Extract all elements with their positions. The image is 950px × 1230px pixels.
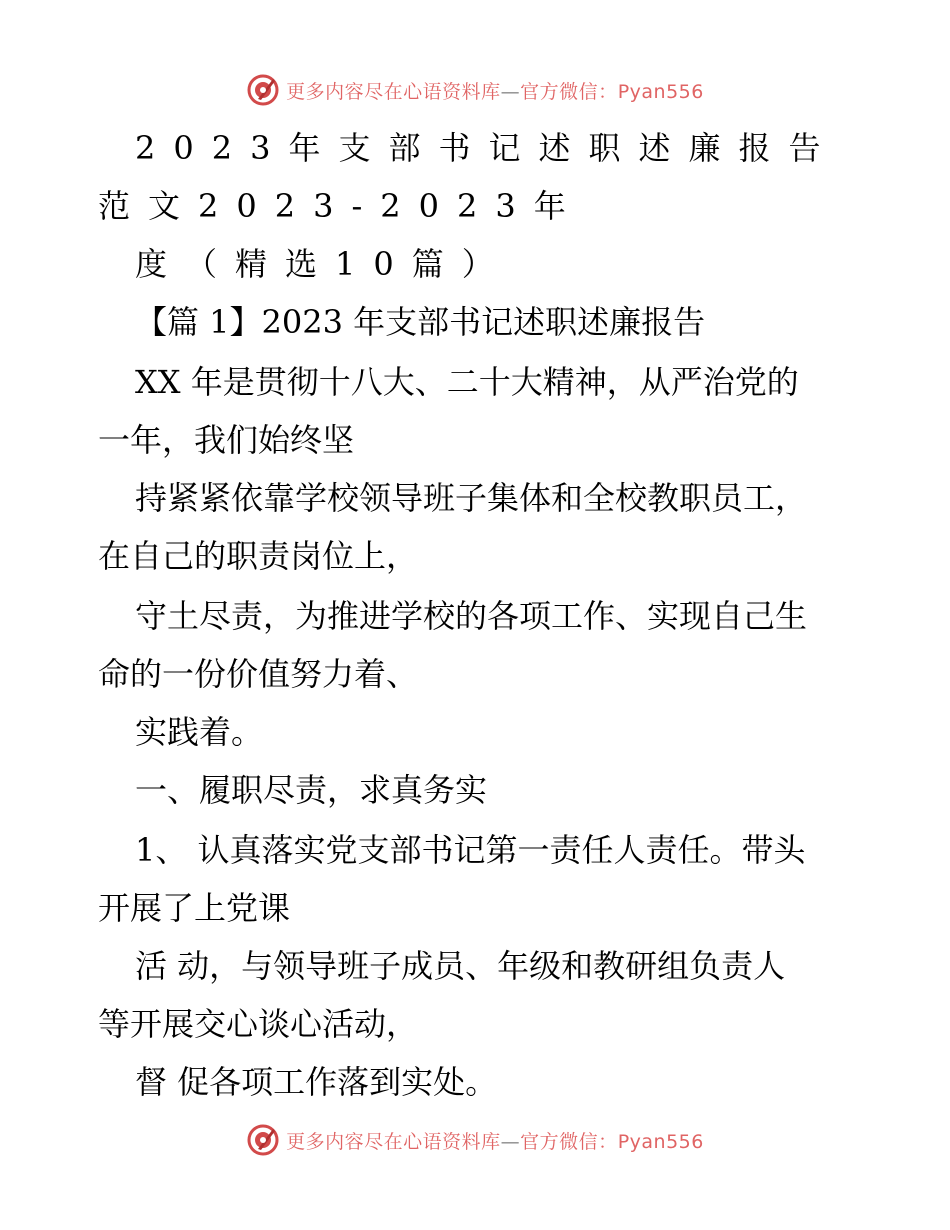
watermark-handle: Pyan556 — [617, 1130, 704, 1153]
paragraph-line: 在自己的职责岗位上， — [98, 537, 419, 575]
doc-title-line-1: 2023年支部书记述职述廉报告 — [135, 129, 839, 167]
paragraph-line: 等开展交心谈心活动， — [98, 1005, 419, 1043]
watermark-suffix: 官方微信： — [520, 80, 618, 103]
paragraph-line: 活 动，与领导班子成员、年级和教研组负责人 — [135, 947, 786, 985]
quill-seal-icon — [246, 1123, 280, 1157]
paragraph-line: 守土尽责，为推进学校的各项工作、实现自己生 — [135, 597, 808, 635]
paragraph-line: 开展了上党课 — [98, 889, 291, 927]
watermark-separator: — — [500, 1130, 521, 1153]
watermark-separator: — — [500, 80, 521, 103]
paragraph-line: 命的一份价值努力着、 — [98, 655, 419, 693]
footer-watermark — [0, 1120, 950, 1160]
watermark-suffix: 官方微信： — [520, 1130, 618, 1153]
watermark-brand: 更多内容尽在心语资料库 — [286, 80, 501, 103]
paragraph-line: XX 年是贯彻十八大、二十大精神，从严治党的 — [135, 363, 799, 401]
paragraph-line: 实践着。 — [135, 713, 264, 751]
paragraph-line: 督 促各项工作落到实处。 — [135, 1063, 498, 1101]
paragraph-line: 一年，我们始终坚 — [98, 421, 355, 459]
doc-title-line-3: 度（精选10篇） — [135, 245, 512, 283]
doc-title-line-2: 范文2023-2023年 — [98, 187, 584, 225]
paragraph-line: 持紧紧依靠学校领导班子集体和全校教职员工， — [135, 479, 808, 517]
paragraph-line: 1、 认真落实党支部书记第一责任人责任。带头 — [135, 831, 806, 869]
watermark-handle: Pyan556 — [617, 80, 704, 103]
section-title: 【篇 1】2023 年支部书记述职述廉报告 — [135, 303, 706, 341]
watermark-brand: 更多内容尽在心语资料库 — [286, 1130, 501, 1153]
paragraph-line: 一、履职尽责，求真务实 — [135, 771, 488, 809]
watermark-text — [286, 1127, 704, 1154]
